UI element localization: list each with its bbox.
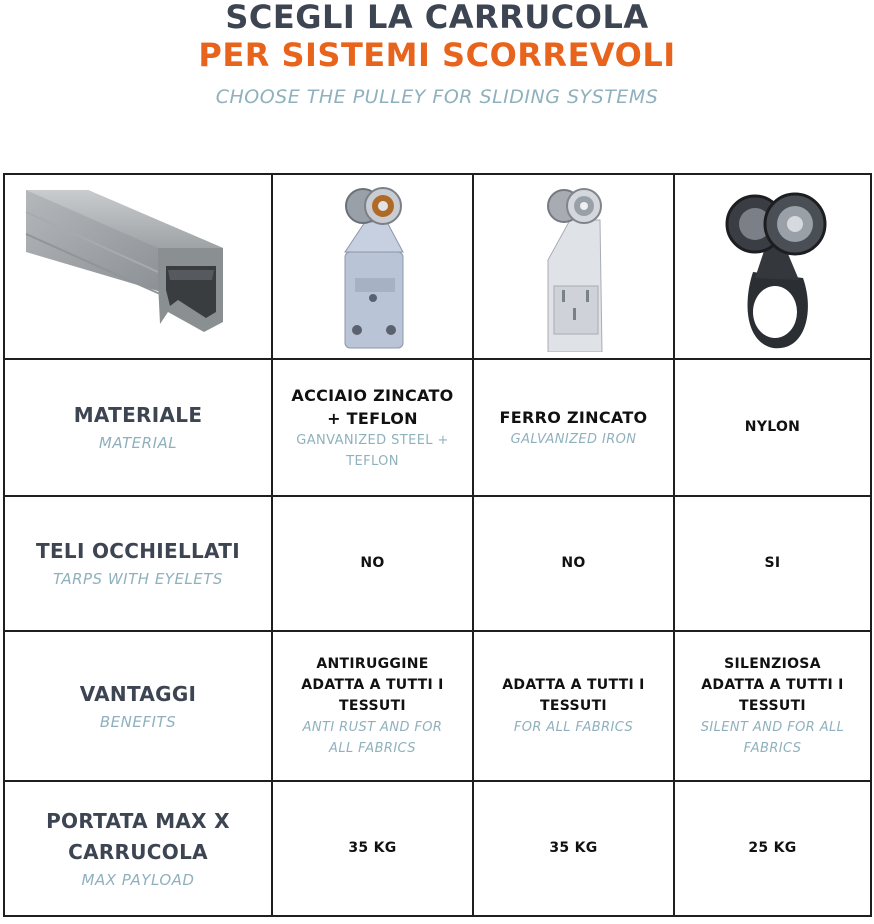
pulley-2-image-cell — [473, 174, 674, 359]
cell-value-en: GANVANIZED STEEL + TEFLON — [296, 432, 449, 469]
pulley-3-image-cell — [674, 174, 871, 359]
cell-value-it-2: ADATTA A TUTTI I TESSUTI — [301, 676, 444, 714]
galvanized-steel-teflon-pulley-image — [303, 182, 443, 352]
cell-value: 35 KG — [549, 840, 598, 856]
image-row — [4, 174, 871, 359]
cell-value-it: ACCIAIO ZINCATO + TEFLON — [291, 385, 454, 428]
material-cell-3 — [674, 359, 871, 496]
cell-value-en: GALVANIZED IRON — [510, 431, 637, 447]
eyelets-cell-1 — [272, 496, 473, 631]
steel-rail-image — [18, 182, 258, 352]
material-cell-1 — [272, 359, 473, 496]
cell-value-it: NYLON — [744, 419, 801, 435]
cell-value: NO — [360, 555, 385, 571]
eyelets-cell-2 — [473, 496, 674, 631]
cell-value-en: FOR ALL FABRICS — [513, 719, 634, 735]
rail-image-cell — [4, 174, 272, 359]
subtitle: CHOOSE THE PULLEY FOR SLIDING SYSTEMS — [215, 86, 659, 108]
nylon-pulley-image — [703, 182, 843, 352]
benefits-cell-1 — [272, 631, 473, 781]
row-label-en: MATERIAL — [98, 434, 178, 452]
pulley-1-image-cell — [272, 174, 473, 359]
payload-header-cell — [4, 781, 272, 916]
galvanized-iron-pulley-image — [504, 182, 644, 352]
benefits-header-cell — [4, 631, 272, 781]
cell-value: 35 KG — [348, 840, 397, 856]
payload-cell-2 — [473, 781, 674, 916]
row-label-it: MATERIALE — [73, 403, 203, 427]
cell-value-en: ANTI RUST AND FOR ALL FABRICS — [302, 719, 443, 756]
payload-cell-3 — [674, 781, 871, 916]
material-row — [4, 359, 871, 496]
payload-row — [4, 781, 871, 916]
eyelets-cell-3 — [674, 496, 871, 631]
cell-value: NO — [561, 555, 586, 571]
benefits-cell-3 — [674, 631, 871, 781]
material-header-cell — [4, 359, 272, 496]
material-cell-2 — [473, 359, 674, 496]
row-label-it: PORTATA MAX X CARRUCOLA — [46, 808, 230, 864]
cell-value: 25 KG — [748, 840, 797, 856]
row-label-it: TELI OCCHIELLATI — [36, 539, 240, 563]
title-line-2: PER SISTEMI SCORREVOLI — [198, 36, 676, 74]
cell-value-it-1: ANTIRUGGINE — [316, 655, 429, 672]
row-label-it: VANTAGGI — [79, 681, 197, 706]
row-label-en: MAX PAYLOAD — [81, 870, 195, 889]
comparison-table — [3, 173, 872, 917]
row-label-en: BENEFITS — [99, 712, 177, 731]
cell-value-it: FERRO ZINCATO — [499, 407, 648, 427]
benefits-row — [4, 631, 871, 781]
eyelets-row — [4, 496, 871, 631]
cell-value-it-2: ADATTA A TUTTI I TESSUTI — [502, 676, 645, 714]
row-label-en: TARPS WITH EYELETS — [53, 570, 223, 588]
cell-value-it-2: ADATTA A TUTTI I TESSUTI — [701, 676, 844, 714]
payload-cell-1 — [272, 781, 473, 916]
benefits-cell-2 — [473, 631, 674, 781]
title-line-1: SCEGLI LA CARRUCOLA — [225, 0, 649, 36]
cell-value-en: SILENT AND FOR ALL FABRICS — [700, 719, 845, 756]
cell-value-it-1: SILENZIOSA — [724, 655, 821, 672]
eyelets-header-cell — [4, 496, 272, 631]
cell-value: SI — [764, 555, 781, 571]
